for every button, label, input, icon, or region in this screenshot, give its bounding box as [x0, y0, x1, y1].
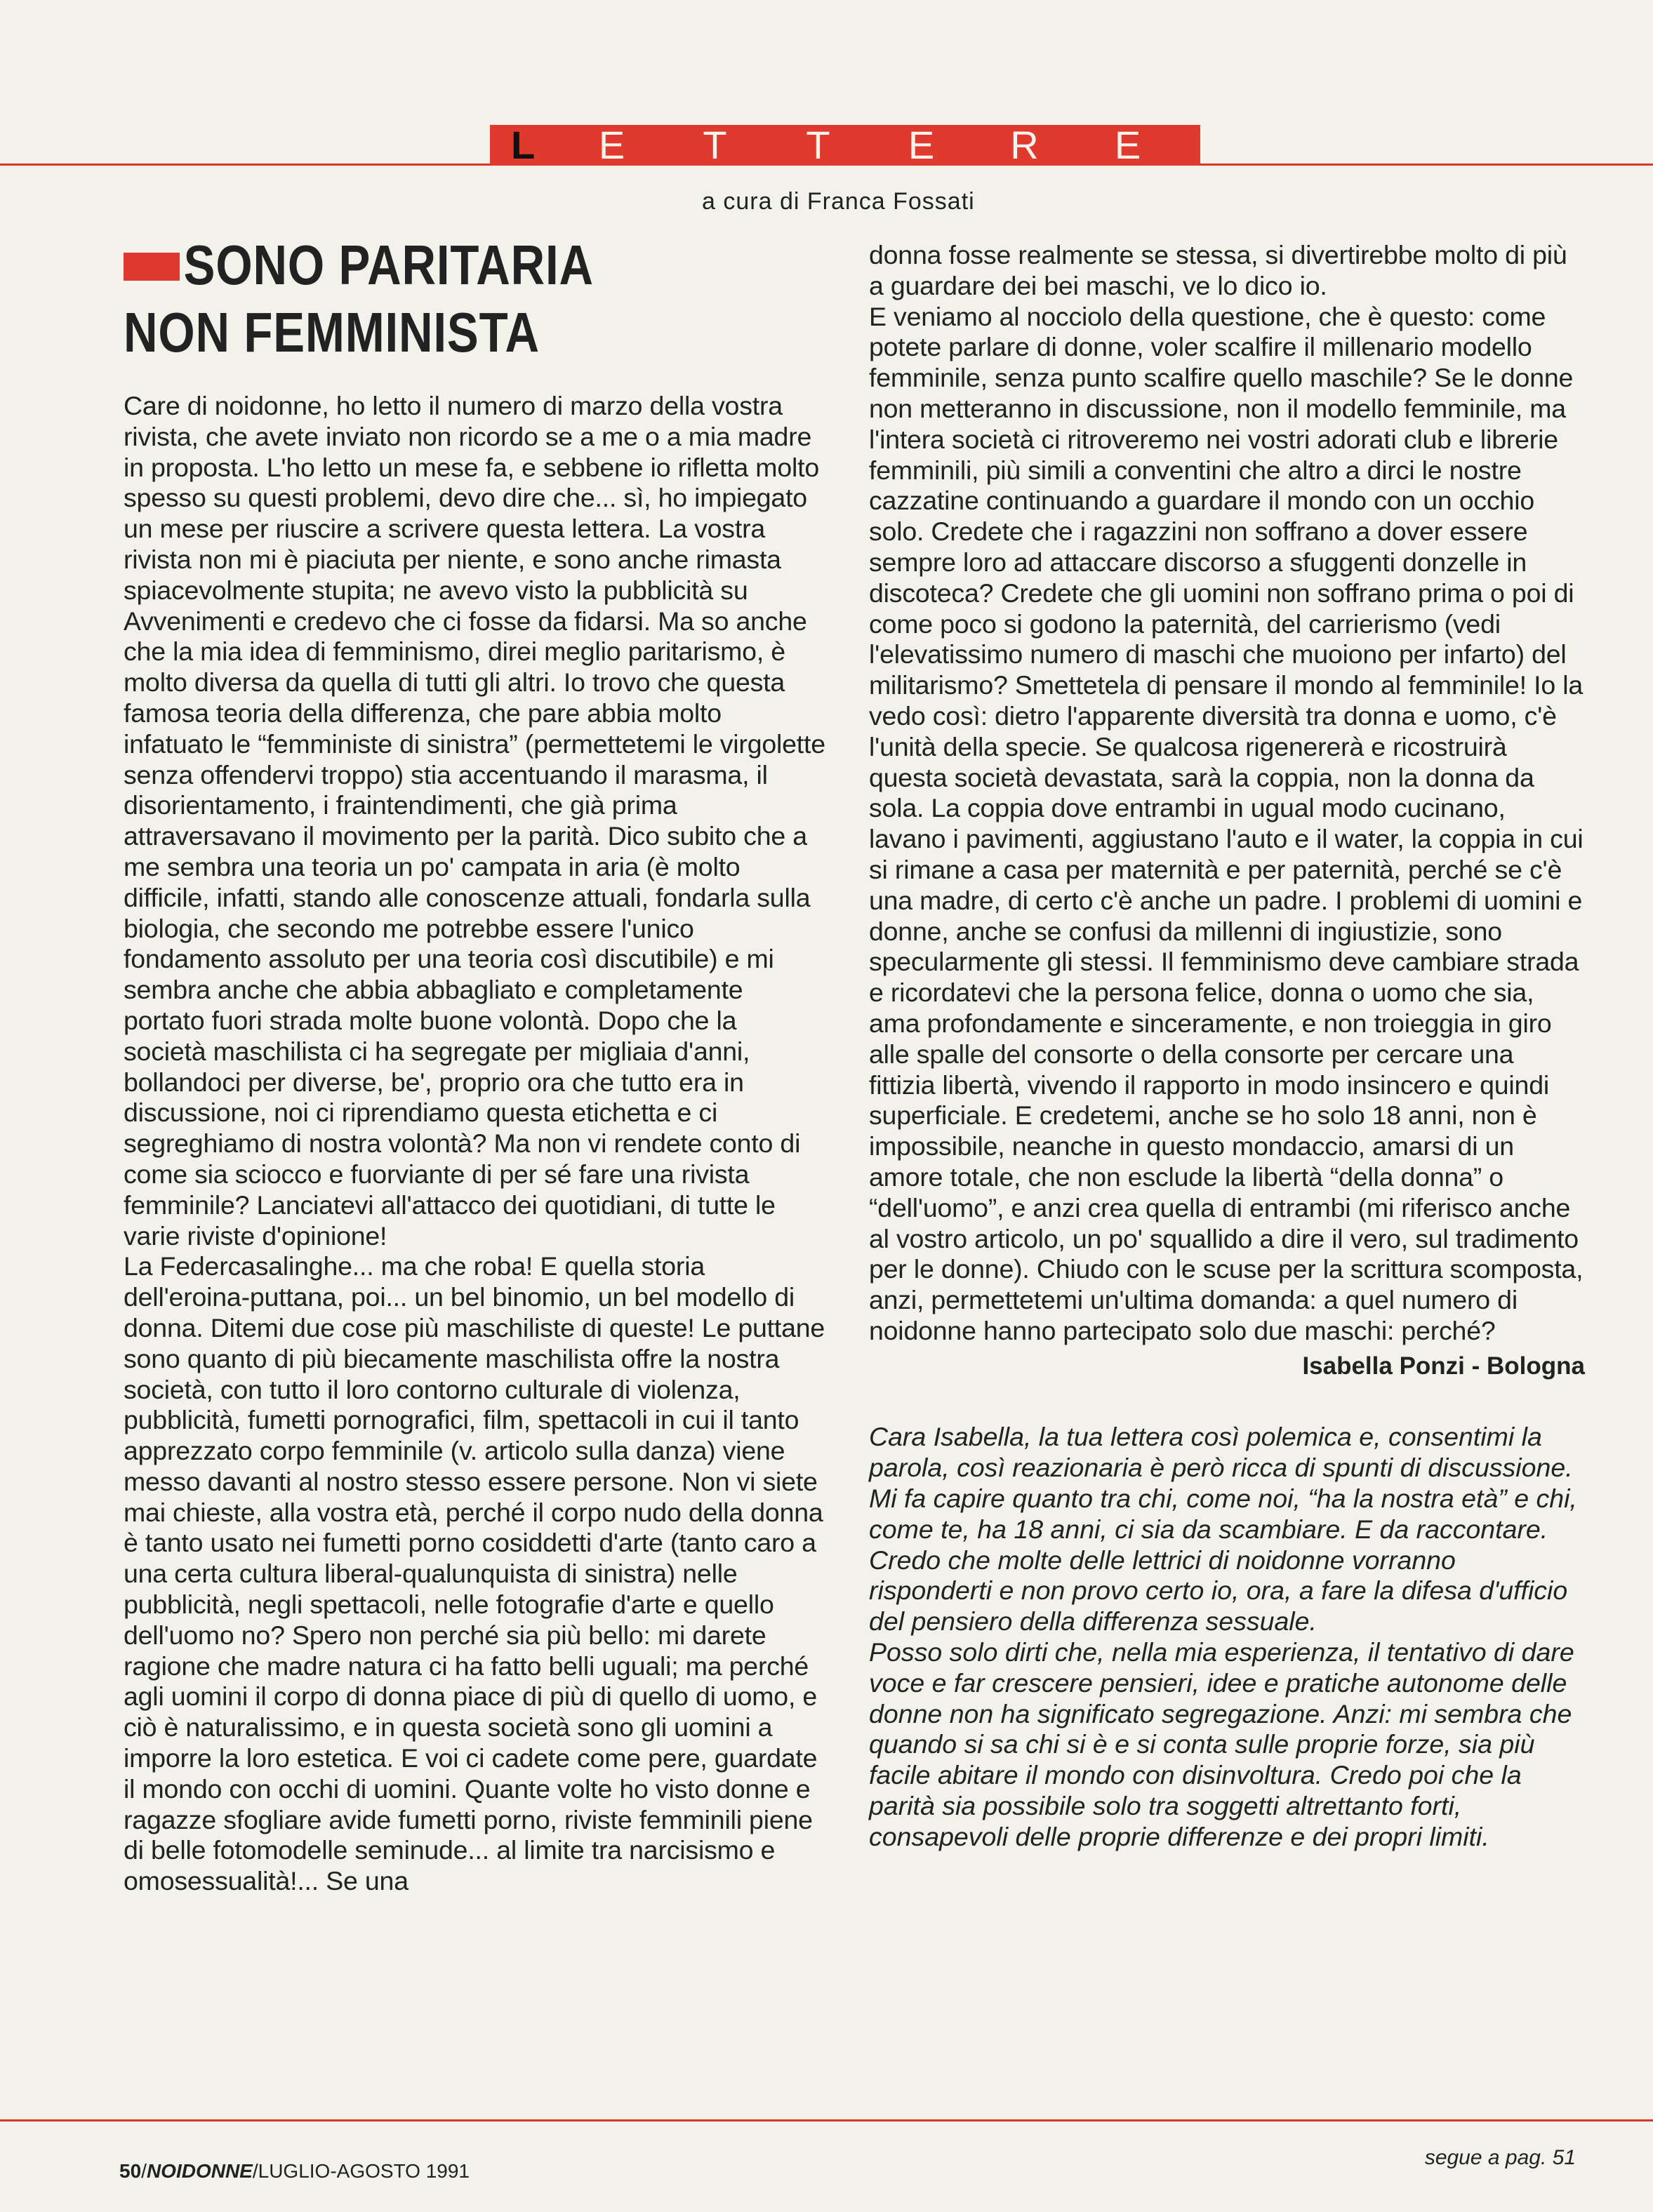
- page-footer: [119, 2160, 470, 2183]
- letter-body-part-3: donna fosse realmente se stessa, si divertirebbe molto di più a guardare dei bei maschi, ve lo dico io.: [869, 240, 1567, 300]
- banner-letter: E: [908, 123, 935, 167]
- headline-line-2: NON FEMMINISTA: [124, 301, 540, 364]
- letter-headline: [124, 232, 862, 366]
- headline-line-1: SONO PARITARIA: [183, 234, 594, 296]
- issue-date: LUGLIO-AGOSTO 1991: [258, 2160, 470, 2182]
- letter-body-part-1: Care di noidonne, ho letto il numero di marzo della vostra rivista, che avete inviato non ricordo se a me o a mia madre in proposta. L'ho letto un mese fa, e sebbene io rifletta molto spesso su questi problemi, devo dire che... sì, ho impiegato un mese per riuscire a scrivere questa lettera. La vostra rivista non mi è piaciuta per niente, e sono anche rimasta spiacevolmente stupita; ne avevo visto la pubblicità su Avvenimenti e credevo che ci fosse da fidarsi. Ma so anche che la mia idea di femminismo, direi meglio paritarismo, è molto diversa da quella di tutti gli altri. Io trovo che questa famosa teoria della differenza, che pare abbia molto infatuato le “femministe di sinistra” (permettetemi le virgolette senza offendervi troppo) stia accentuando il marasma, il disorientamento, i fraintendimenti, che già prima attraversavano il movimento per la parità. Dico subito che a me sembra una teoria un po' campata in aria (è molto difficile, infatti, stando alle conoscenze attuali, fondarla sulla biologia, che secondo me potrebbe essere l'unico fondamento assoluto per una teoria così discutibile) e mi sembra anche che abbia abbagliato e completamente portato fuori strada molte buone volontà. Dopo che la società maschilista ci ha segregate per migliaia d'anni, bollandoci per diverse, be', proprio ora che tutto era in discussione, noi ci riprendiamo questa etichetta e ci segreghiamo di nostra volontà? Ma non vi rendete conto di come sia sciocco e fuorviante di per sé fare una rivista femminile? Lanciatevi all'attacco dei quotidiani, di tutte le varie riviste d'opinione!: [124, 391, 825, 1251]
- curator-credit: a cura di Franca Fossati: [702, 188, 975, 215]
- editor-reply: [869, 1422, 1585, 1852]
- banner-letter: L: [511, 123, 536, 167]
- bottom-rule: [0, 2119, 1653, 2121]
- left-column: [124, 391, 825, 1897]
- banner-letter: E: [598, 123, 625, 167]
- banner-letter: T: [703, 123, 727, 167]
- section-banner: [490, 125, 1200, 166]
- letter-body-part-4: E veniamo al nocciolo della questione, che è questo: come potete parlare di donne, voler scalfire il millenario modello femminile, senza punto scalfire quello maschile? Se le donne non metteranno in discussione, non il modello femminile, ma l'intera società ci ritroveremo nei vostri adorati club e librerie femminili, più simili a conventini che altro a dirci le nostre cazzatine continuando a guardare il mondo con un occhio solo. Credete che i ragazzini non soffrano a dover essere sempre loro ad attaccare discorso a sfuggenti donzelle in discoteca? Credete che gli uomini non soffrano prima o poi di come poco si godono la paternità, del carrierismo (vedi l'elevatissimo numero di maschi che muoiono per infarto) del militarismo? Smettetela di pensare il mondo al femminile! Io la vedo così: dietro l'apparente diversità tra donna e uomo, c'è l'unità della specie. Se qualcosa rigenererà e ricostruirà questa società devastata, sarà la coppia, non la donna da sola. La coppia dove entrambi in ugual modo cucinano, lavano i pavimenti, aggiustano l'auto e il water, la coppia in cui si rimane a casa per maternità e per paternità, perché se c'è una madre, di certo c'è anche un padre. I problemi di uomini e donne, anche se confusi da millenni di ingiustizie, sono specularmente gli stessi. Il femminismo deve cambiare strada e ricordatevi che la persona felice, donna o uomo che sia, ama profondamente e sinceramente, e non troieggia in giro alle spalle del consorte o della consorte per cercare una fittizia libertà, vivendo il rapporto in modo insincero e quindi superficiale. E credetemi, anche se ho solo 18 anni, non è impossibile, neanche in questo mondaccio, amarsi di un amore totale, che non esclude la libertà “della donna” o “dell'uomo”, e anzi crea quella di entrambi (mi riferisco anche al vostro articolo, un po' squallido a dire il vero, sul tradimento per le donne). Chiudo con le scuse per la scrittura scomposta, anzi, permettetemi un'ultima domanda: a quel numero di noidonne hanno partecipato solo due maschi: perché?: [869, 301, 1584, 1345]
- banner-letter: E: [1114, 123, 1141, 167]
- footer-slash: /: [252, 2160, 258, 2182]
- footer-slash: /: [141, 2160, 147, 2182]
- headline-block: [124, 232, 825, 366]
- reply-paragraph-1: Cara Isabella, la tua lettera così polemica e, consentimi la parola, così reazionaria è però ricca di spunti di discussione. Mi fa capire quanto tra chi, come noi, “ha la nostra età” e chi, come te, ha 18 anni, ci sia da scambiare. E da raccontare. Credo che molte delle lettrici di noidonne vorranno risponderti e non provo certo io, ora, a fare la difesa d'ufficio del pensiero della differenza sessuale.: [869, 1422, 1577, 1637]
- right-column: [869, 240, 1585, 1853]
- banner-letter: R: [1010, 123, 1039, 167]
- letter-signature: Isabella Ponzi - Bologna: [1302, 1352, 1585, 1380]
- magazine-name: NOIDONNE: [146, 2160, 253, 2182]
- letter-body-part-2: La Federcasalinghe... ma che roba! E quella storia dell'eroina-puttana, poi... un bel binomio, un bel modello di donna. Ditemi due cose più maschiliste di queste! Le puttane sono quanto di più biecamente maschilista offre la nostra società, con tutto il loro contorno culturale di violenza, pubblicità, fumetti pornografici, film, spettacoli in cui il tanto apprezzato corpo femminile (v. articolo sulla danza) viene messo davanti al nostro stesso essere persone. Non vi siete mai chieste, alla vostra età, perché il corpo nudo della donna è tanto usato nei fumetti porno cosiddetti d'arte (tanto caro a una certa cultura liberal-qualunquista di sinistra) nelle pubblicità, negli spettacoli, nelle fotografie d'arte e quello dell'uomo no? Spero non perché sia più bello: mi darete ragione che madre natura ci ha fatto belli uguali; ma perché agli uomini il corpo di donna piace di più di quello di uomo, e ciò è naturalissimo, e in questa società sono gli uomini a imporre la loro estetica. E voi ci cadete come pere, guardate il mondo con occhi di uomini. Quante volte ho visto donne e ragazze sfogliare avide fumetti porno, riviste femminili piene di belle fotomodelle seminude... al limite tra narcisismo e omosessualità!... Se una: [124, 1251, 825, 1896]
- banner-letter: T: [806, 123, 830, 167]
- reply-paragraph-2: Posso solo dirti che, nella mia esperienza, il tentativo di dare voce e far crescere pensieri, idee e pratiche autonome delle donne non ha significato segregazione. Anzi: mi sembra che quando si sa chi si è e si conta sulle proprie forze, sia più facile abitare il mondo con disinvoltura. Credo poi che la parità sia possibile solo tra soggetti altrettanto forti, consapevoli delle proprie differenze e dei propri limiti.: [869, 1637, 1574, 1851]
- page-number: 50: [119, 2160, 142, 2182]
- continued-note: segue a pag. 51: [1424, 2146, 1576, 2169]
